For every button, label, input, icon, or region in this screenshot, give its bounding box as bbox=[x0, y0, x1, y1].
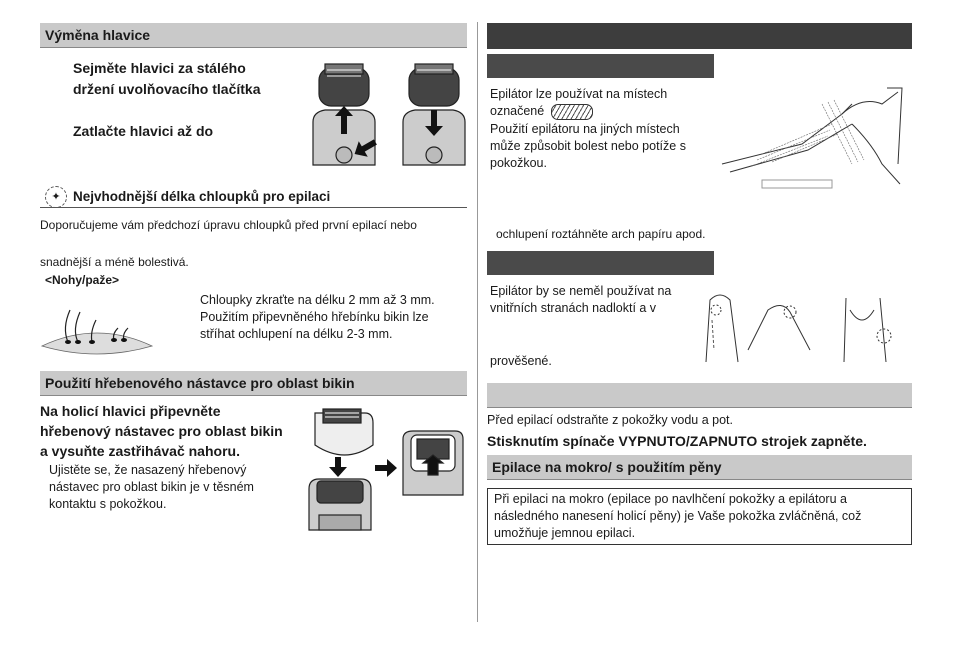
usage-text-3: Použití epilátoru na jiných místech bbox=[490, 122, 680, 136]
wet-box-line-2: následného nanesení holicí pěny) je Vaše pokožka zvláčněná, což bbox=[494, 509, 862, 523]
wet-box-line-3: umožňuje jemnou epilaci. bbox=[494, 526, 636, 540]
prep-text: Před epilací odstraňte z pokožky vodu a pot. bbox=[487, 413, 733, 427]
usage-text-6: ochlupení roztáhněte arch papíru apod. bbox=[496, 227, 706, 241]
bikini-bold-1: Na holicí hlavici připevněte bbox=[40, 403, 221, 419]
bikini-bold-2: hřebenový nástavec pro oblast bikin bbox=[40, 423, 283, 439]
recommend-text: Doporučujeme vám předchozí úpravu chloupků před první epilací nebo bbox=[40, 218, 417, 232]
legs-arms-subhead: <Nohy/paže> bbox=[45, 273, 120, 287]
bikini-bold-3: a vysuňte zastřihávač nahoru. bbox=[40, 443, 240, 459]
head-remove-illustration bbox=[305, 60, 470, 165]
bikini-note-1: Ujistěte se, že nasazený hřebenový bbox=[49, 463, 247, 477]
hair-length-illustration bbox=[40, 300, 155, 358]
not-use-text-2: vnitřních stranách nadloktí a v bbox=[490, 301, 657, 315]
prep-bar bbox=[487, 383, 912, 408]
epilator-head-icon bbox=[309, 479, 371, 530]
arrow-down-icon bbox=[329, 457, 347, 477]
recommend2-text: snadnější a méně bolestivá. bbox=[40, 255, 189, 269]
hair-length-title: Nejvhodnější délka chloupků pro epilaci bbox=[73, 189, 331, 204]
hair-desc-1: Chloupky zkraťte na délku 2 mm až 3 mm. bbox=[200, 293, 435, 307]
not-use-text-3: prověšené. bbox=[490, 354, 552, 368]
comb-attachment-icon bbox=[315, 409, 373, 455]
assembled-head-icon bbox=[403, 431, 463, 495]
step1-text: Sejměte hlavici za stálého bbox=[73, 60, 246, 76]
armpit-mark-icon bbox=[711, 305, 721, 315]
column-divider bbox=[477, 22, 478, 622]
section-title-replace-head: Výměna hlavice bbox=[40, 23, 467, 48]
bikini-comb-illustration bbox=[305, 405, 470, 530]
bikini-note-2: nástavec pro oblast bikin je v těsném bbox=[49, 480, 254, 494]
not-use-bar bbox=[487, 251, 714, 275]
usage-text-4: může způsobit bolest nebo potíže s bbox=[490, 139, 686, 153]
wet-box-line-1: Při epilaci na mokro (epilace po navlhčení pokožky a epilátoru a bbox=[494, 492, 847, 506]
bikini-note-3: kontaktu s pokožkou. bbox=[49, 497, 167, 511]
lightbulb-icon: ✦ bbox=[45, 186, 67, 208]
not-use-text-1: Epilátor by se neměl používat na bbox=[490, 284, 672, 298]
hair-desc-2: Použitím připevněného hřebínku bikin lze bbox=[200, 310, 429, 324]
section-title-wet: Epilace na mokro/ s použitím pěny bbox=[487, 455, 912, 480]
section-title-bikini-comb: Použití hřebenového nástavce pro oblast bikin bbox=[40, 371, 467, 396]
hair-desc-3: stříhat ochlupení na délku 2-3 mm. bbox=[200, 327, 393, 341]
usage-text-1: Epilátor lze používat na místech bbox=[490, 87, 668, 101]
restricted-areas-illustration bbox=[690, 290, 912, 362]
arrow-right-icon bbox=[375, 459, 397, 477]
usage-text-5: pokožkou. bbox=[490, 156, 547, 170]
usage-text-2: označené bbox=[490, 104, 545, 118]
section-rule bbox=[40, 207, 467, 208]
right-section-header-bar bbox=[487, 23, 912, 49]
step1b-text: držení uvolňovacího tlačítka bbox=[73, 81, 261, 97]
usage-areas-bar bbox=[487, 54, 714, 78]
hatched-area-icon bbox=[551, 104, 593, 120]
prep-bold-text: Stisknutím spínače VYPNUTO/ZAPNUTO strojek zapněte. bbox=[487, 433, 867, 449]
step2-text: Zatlačte hlavici až do bbox=[73, 123, 214, 139]
leg-epilation-illustration bbox=[712, 84, 912, 189]
